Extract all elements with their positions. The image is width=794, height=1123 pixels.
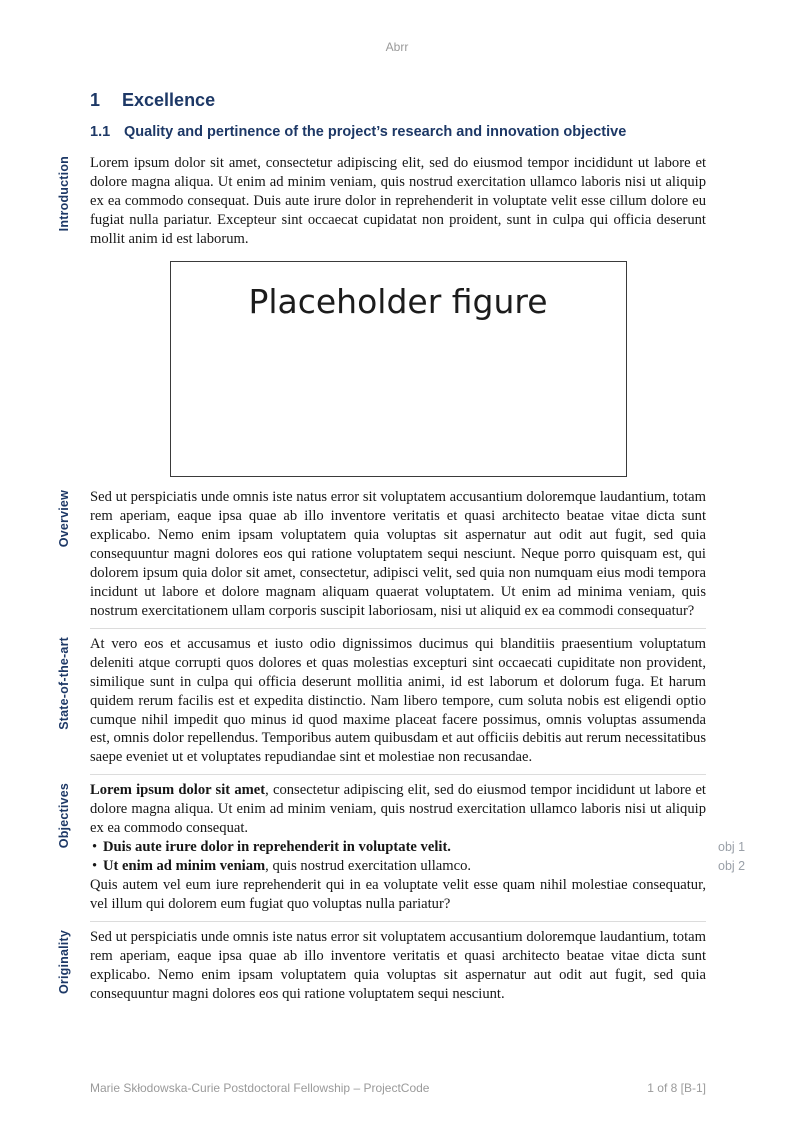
section-introduction [57, 154, 706, 249]
bullet-bold-text: Ut enim ad minim veniam [103, 858, 266, 875]
paragraph-objectives-outro: Quis autem vel eum iure reprehenderit qui in ea voluptate velit esse quam nihil molestiae consequatur, vel illum qui dolorem eum fugiat quo voluptas nulla pariatur? [90, 877, 706, 913]
margin-label-objectives: Objectives [57, 783, 71, 849]
section-number: 1 [90, 90, 101, 110]
objectives-bullet-list [90, 838, 746, 876]
margin-label-introduction: Introduction [57, 156, 71, 232]
margin-label-originality: Originality [57, 930, 71, 995]
bullet-rest-text: , quis nostrud exercitation ullamco. [265, 858, 472, 875]
margin-label-overview: Overview [57, 489, 71, 548]
bullet-item-obj-2 [90, 857, 746, 876]
paragraph-state-of-the-art: At vero eos et accusamus et iusto odio dignissimos ducimus qui blanditiis praesentium voluptatum deleniti atque corrupti quos dolores et quas molestias excepturi sint occaecati cupiditate non provident, similique sunt in culpa qui officia deserunt mollitia animi, id est laborum et dolorum fuga. Et harum quidem rerum facilis est et expedita distinctio. Nam libero tempore, cum soluta nobis est eligendi optio cumque nihil impedit quo minus id quod maxime placeat facere possimus, omnis voluptas assumenda est, omnis dolor repellendus. Temporibus autem quibusdam et aut officiis debitis aut rerum necessitatibus saepe eveniet ut et voluptates repudiandae sint et molestiae non recusandae. [90, 635, 706, 766]
footer-right-text: 1 of 8 [B-1] [647, 1081, 706, 1095]
placeholder-figure [170, 261, 627, 477]
page-header [0, 40, 794, 54]
section-originality [57, 921, 706, 1004]
page-content [57, 90, 746, 1011]
placeholder-figure-text: Placeholder figure [248, 281, 548, 321]
paragraph-objectives-intro [90, 781, 706, 838]
margin-note-obj-2: obj 2 [718, 859, 746, 874]
paragraph-originality: Sed ut perspiciatis unde omnis iste natus error sit voluptatem accusantium doloremque laudantium, totam rem aperiam, eaque ipsa quae ab illo inventore veritatis et quasi architecto beatae vitae dicta sunt explicabo. Nemo enim ipsam voluptatem quia voluptas sit aspernatur aut odit aut fugit, sed quia consequuntur magni dolores eos qui ratione voluptatem sequi nesciunt. [90, 929, 706, 1003]
subsection-number: 1.1 [90, 124, 111, 140]
section-objectives [57, 774, 746, 914]
bullet-bold-text: Duis aute irure dolor in reprehenderit in voluptate velit. [103, 839, 451, 856]
section-state-of-the-art [57, 628, 706, 768]
paragraph-overview: Sed ut perspiciatis unde omnis iste natus error sit voluptatem accusantium doloremque laudantium, totam rem aperiam, eaque ipsa quae ab illo inventore veritatis et quasi architecto beatae vitae dicta sunt explicabo. Nemo enim ipsam voluptatem quia voluptas sit aspernatur aut odit aut fugit, sed quia consequuntur magni dolores eos qui ratione voluptatem sequi nesciunt. Neque porro quisquam est, qui dolorem ipsum quia dolor sit amet, consectetur, adipisci velit, sed quia non numquam eius modi tempora incidunt ut labore et dolore magnam aliquam quaerat voluptatem. Ut enim ad minima veniam, quis nostrum exercitationem ullam corporis suscipit laboriosam, nisi ut aliquid ex ea commodi consequatur? [90, 488, 706, 619]
objectives-intro-bold-text: Lorem ipsum dolor sit amet [90, 782, 266, 799]
subsection-heading [90, 124, 706, 140]
section-heading [90, 90, 706, 111]
bullet-item-obj-1 [90, 838, 746, 857]
paragraph-introduction: Lorem ipsum dolor sit amet, consectetur adipiscing elit, sed do eiusmod tempor incididunt ut labore et dolore magna aliqua. Ut enim ad minim veniam, quis nostrud exercitation ullamco laboris nisi ut aliquip ex ea commodo consequat. Duis aute irure dolor in reprehenderit in voluptate velit esse cillum dolore eu fugiat nulla pariatur. Excepteur sint occaecat cupidatat non proident, sunt in culpa qui officia deserunt mollit anim id est laborum. [90, 155, 706, 247]
margin-note-obj-1: obj 1 [718, 840, 746, 855]
page-footer [90, 1081, 706, 1095]
footer-left-text: Marie Skłodowska-Curie Postdoctoral Fellowship – ProjectCode [90, 1081, 430, 1095]
margin-label-state-of-the-art: State-of-the-art [57, 636, 71, 730]
page-header-text: Abrr [385, 40, 409, 54]
objectives-intro-rest-text: , consectetur adipiscing elit, sed do eiusmod tempor incididunt ut labore et dolore magna aliqua. Ut enim ad minim veniam, quis nostrud exercitation ullamco laboris nisi ut aliquip ex ea commodo consequat. [90, 782, 706, 837]
section-title: Excellence [122, 90, 216, 110]
section-overview [57, 488, 706, 621]
subsection-title: Quality and pertinence of the project’s research and innovation objective [124, 124, 627, 140]
